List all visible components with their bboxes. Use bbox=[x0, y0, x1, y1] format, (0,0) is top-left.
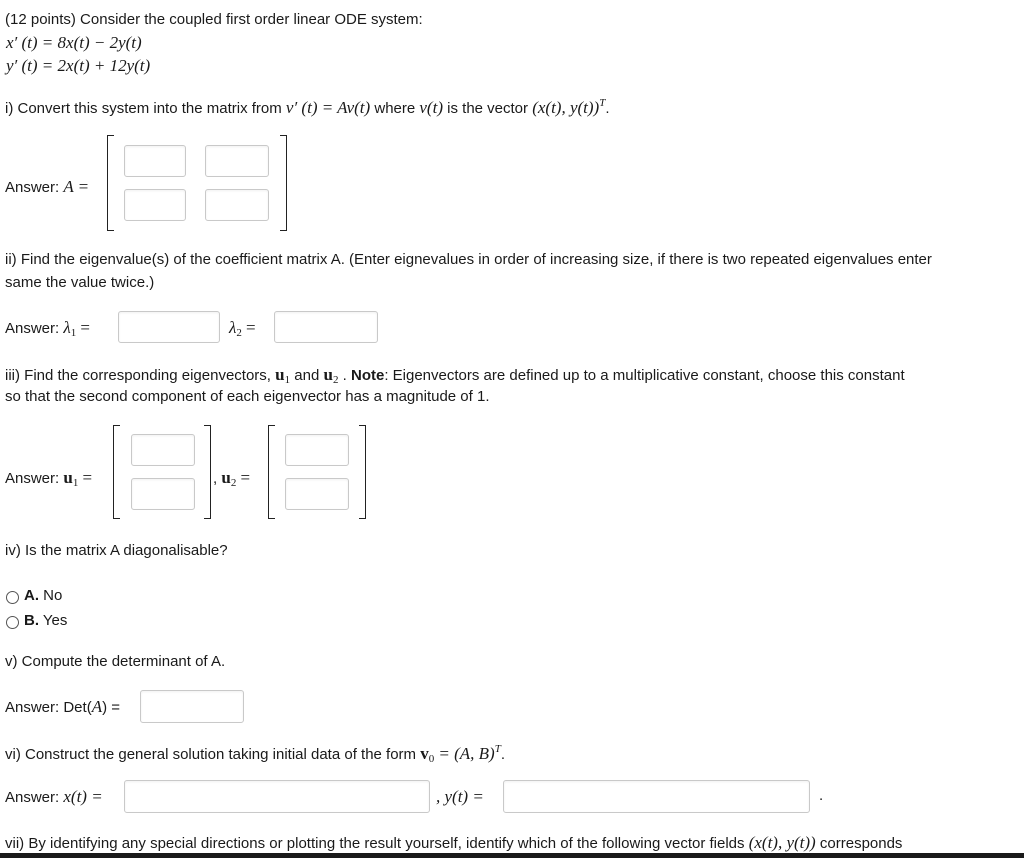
matrix-bracket-left bbox=[107, 135, 114, 231]
u1-first-component-input[interactable] bbox=[131, 434, 195, 466]
lambda2-label-wrap: $\lambda_2$ = bbox=[229, 318, 256, 339]
lambda1-label: λ bbox=[63, 318, 71, 337]
equation-y: y′ (t) = 2x(t) + 12y(t) bbox=[6, 56, 151, 75]
matrix-a22-input[interactable] bbox=[205, 189, 269, 221]
x-solution-input[interactable] bbox=[124, 780, 430, 813]
q1-suffix: is the vector bbox=[447, 100, 529, 117]
q6-period: . bbox=[819, 787, 824, 804]
question-3-line1: iii) Find the corresponding eigenvectors, $u_1$ and $u_2$ . Note: Eigenvectors are defined up to a multiplicative constant, choose this constant bbox=[5, 365, 905, 386]
option-b-label[interactable]: B. Yes bbox=[24, 612, 68, 629]
matrix-a12-input[interactable] bbox=[205, 145, 269, 177]
note-label: Note bbox=[350, 367, 385, 384]
problem-intro bbox=[5, 11, 423, 28]
u1-second-component-input[interactable] bbox=[131, 478, 195, 510]
q2-answer-label: Answer: $\lambda_1$ = bbox=[5, 318, 90, 339]
q1-formula: v′ (t) = Av(t) bbox=[285, 98, 371, 117]
intro-text: Consider the coupled first order linear ODE system: bbox=[80, 11, 423, 28]
u1-bracket-left bbox=[113, 425, 120, 519]
points-label: (12 points) bbox=[5, 11, 76, 28]
v0-symbol: v bbox=[420, 744, 429, 763]
u1-symbol: u bbox=[275, 365, 285, 384]
matrix-a21-input[interactable] bbox=[124, 189, 186, 221]
q3-answer-label: Answer: $u_1$ = bbox=[5, 468, 93, 489]
q1-middle: where bbox=[374, 100, 416, 117]
u2-symbol: u bbox=[323, 365, 333, 384]
y-solution-label: , y(t) = bbox=[436, 787, 484, 806]
option-b-radio[interactable] bbox=[6, 616, 19, 629]
question-2-line2: same the value twice.) bbox=[5, 274, 155, 291]
option-a-label[interactable]: A. No bbox=[24, 587, 63, 604]
matrix-bracket-right bbox=[280, 135, 287, 231]
question-7: vii) By identifying any special directions or plotting the result yourself, identify which of the following vector fields (x(t), y(t)) corresponds bbox=[5, 833, 903, 852]
q1-answer-label: Answer: A = bbox=[5, 177, 90, 196]
v0-rhs: = (A, B) bbox=[438, 744, 495, 763]
q1-vt: v(t) bbox=[419, 98, 443, 117]
lambda1-input[interactable] bbox=[118, 311, 220, 343]
question-5: v) Compute the determinant of A. bbox=[5, 653, 226, 670]
matrix-a11-input[interactable] bbox=[124, 145, 186, 177]
lambda2-input[interactable] bbox=[274, 311, 378, 343]
u1-bracket-right bbox=[204, 425, 211, 519]
u2-bracket-left bbox=[268, 425, 275, 519]
option-a-radio[interactable] bbox=[6, 591, 19, 604]
u2-second-component-input[interactable] bbox=[285, 478, 349, 510]
equation-x: x′ (t) = 8x(t) − 2y(t) bbox=[6, 33, 142, 52]
determinant-input[interactable] bbox=[140, 690, 244, 723]
x-solution-label: x(t) = bbox=[63, 787, 103, 806]
question-6: vi) Construct the general solution taking initial data of the form $v_0 = (A$, B)$^T$. bbox=[5, 743, 506, 765]
question-3-line2: so that the second component of each eigenvector has a magnitude of 1. bbox=[5, 388, 490, 405]
u2-bracket-right bbox=[359, 425, 366, 519]
q1-vector: (x(t), y(t)) bbox=[532, 98, 600, 117]
q1-prefix: i) Convert this system into the matrix from bbox=[5, 100, 282, 117]
question-1: i) Convert this system into the matrix from v′ (t) = Av(t) where v(t) is the vector (x(t), y(t))$^T$. bbox=[5, 97, 610, 117]
q6-answer-label: Answer: x(t) = bbox=[5, 787, 103, 806]
u2-first-component-input[interactable] bbox=[285, 434, 349, 466]
u2-answer-label: , $u_2$ = bbox=[213, 468, 251, 489]
q5-answer-label: Answer: Det(A) = bbox=[5, 697, 121, 716]
question-4: iv) Is the matrix A diagonalisable? bbox=[5, 542, 228, 559]
question-2-line1: ii) Find the eigenvalue(s) of the coefficient matrix A. (Enter eignevalues in order of increasing size, if there is two repeated eigenvalues enter bbox=[5, 251, 932, 268]
lambda2-label: λ bbox=[229, 318, 237, 337]
bottom-edge-bar bbox=[0, 853, 1024, 858]
y-solution-input[interactable] bbox=[503, 780, 810, 813]
q1-answer-var: A = bbox=[63, 177, 90, 196]
